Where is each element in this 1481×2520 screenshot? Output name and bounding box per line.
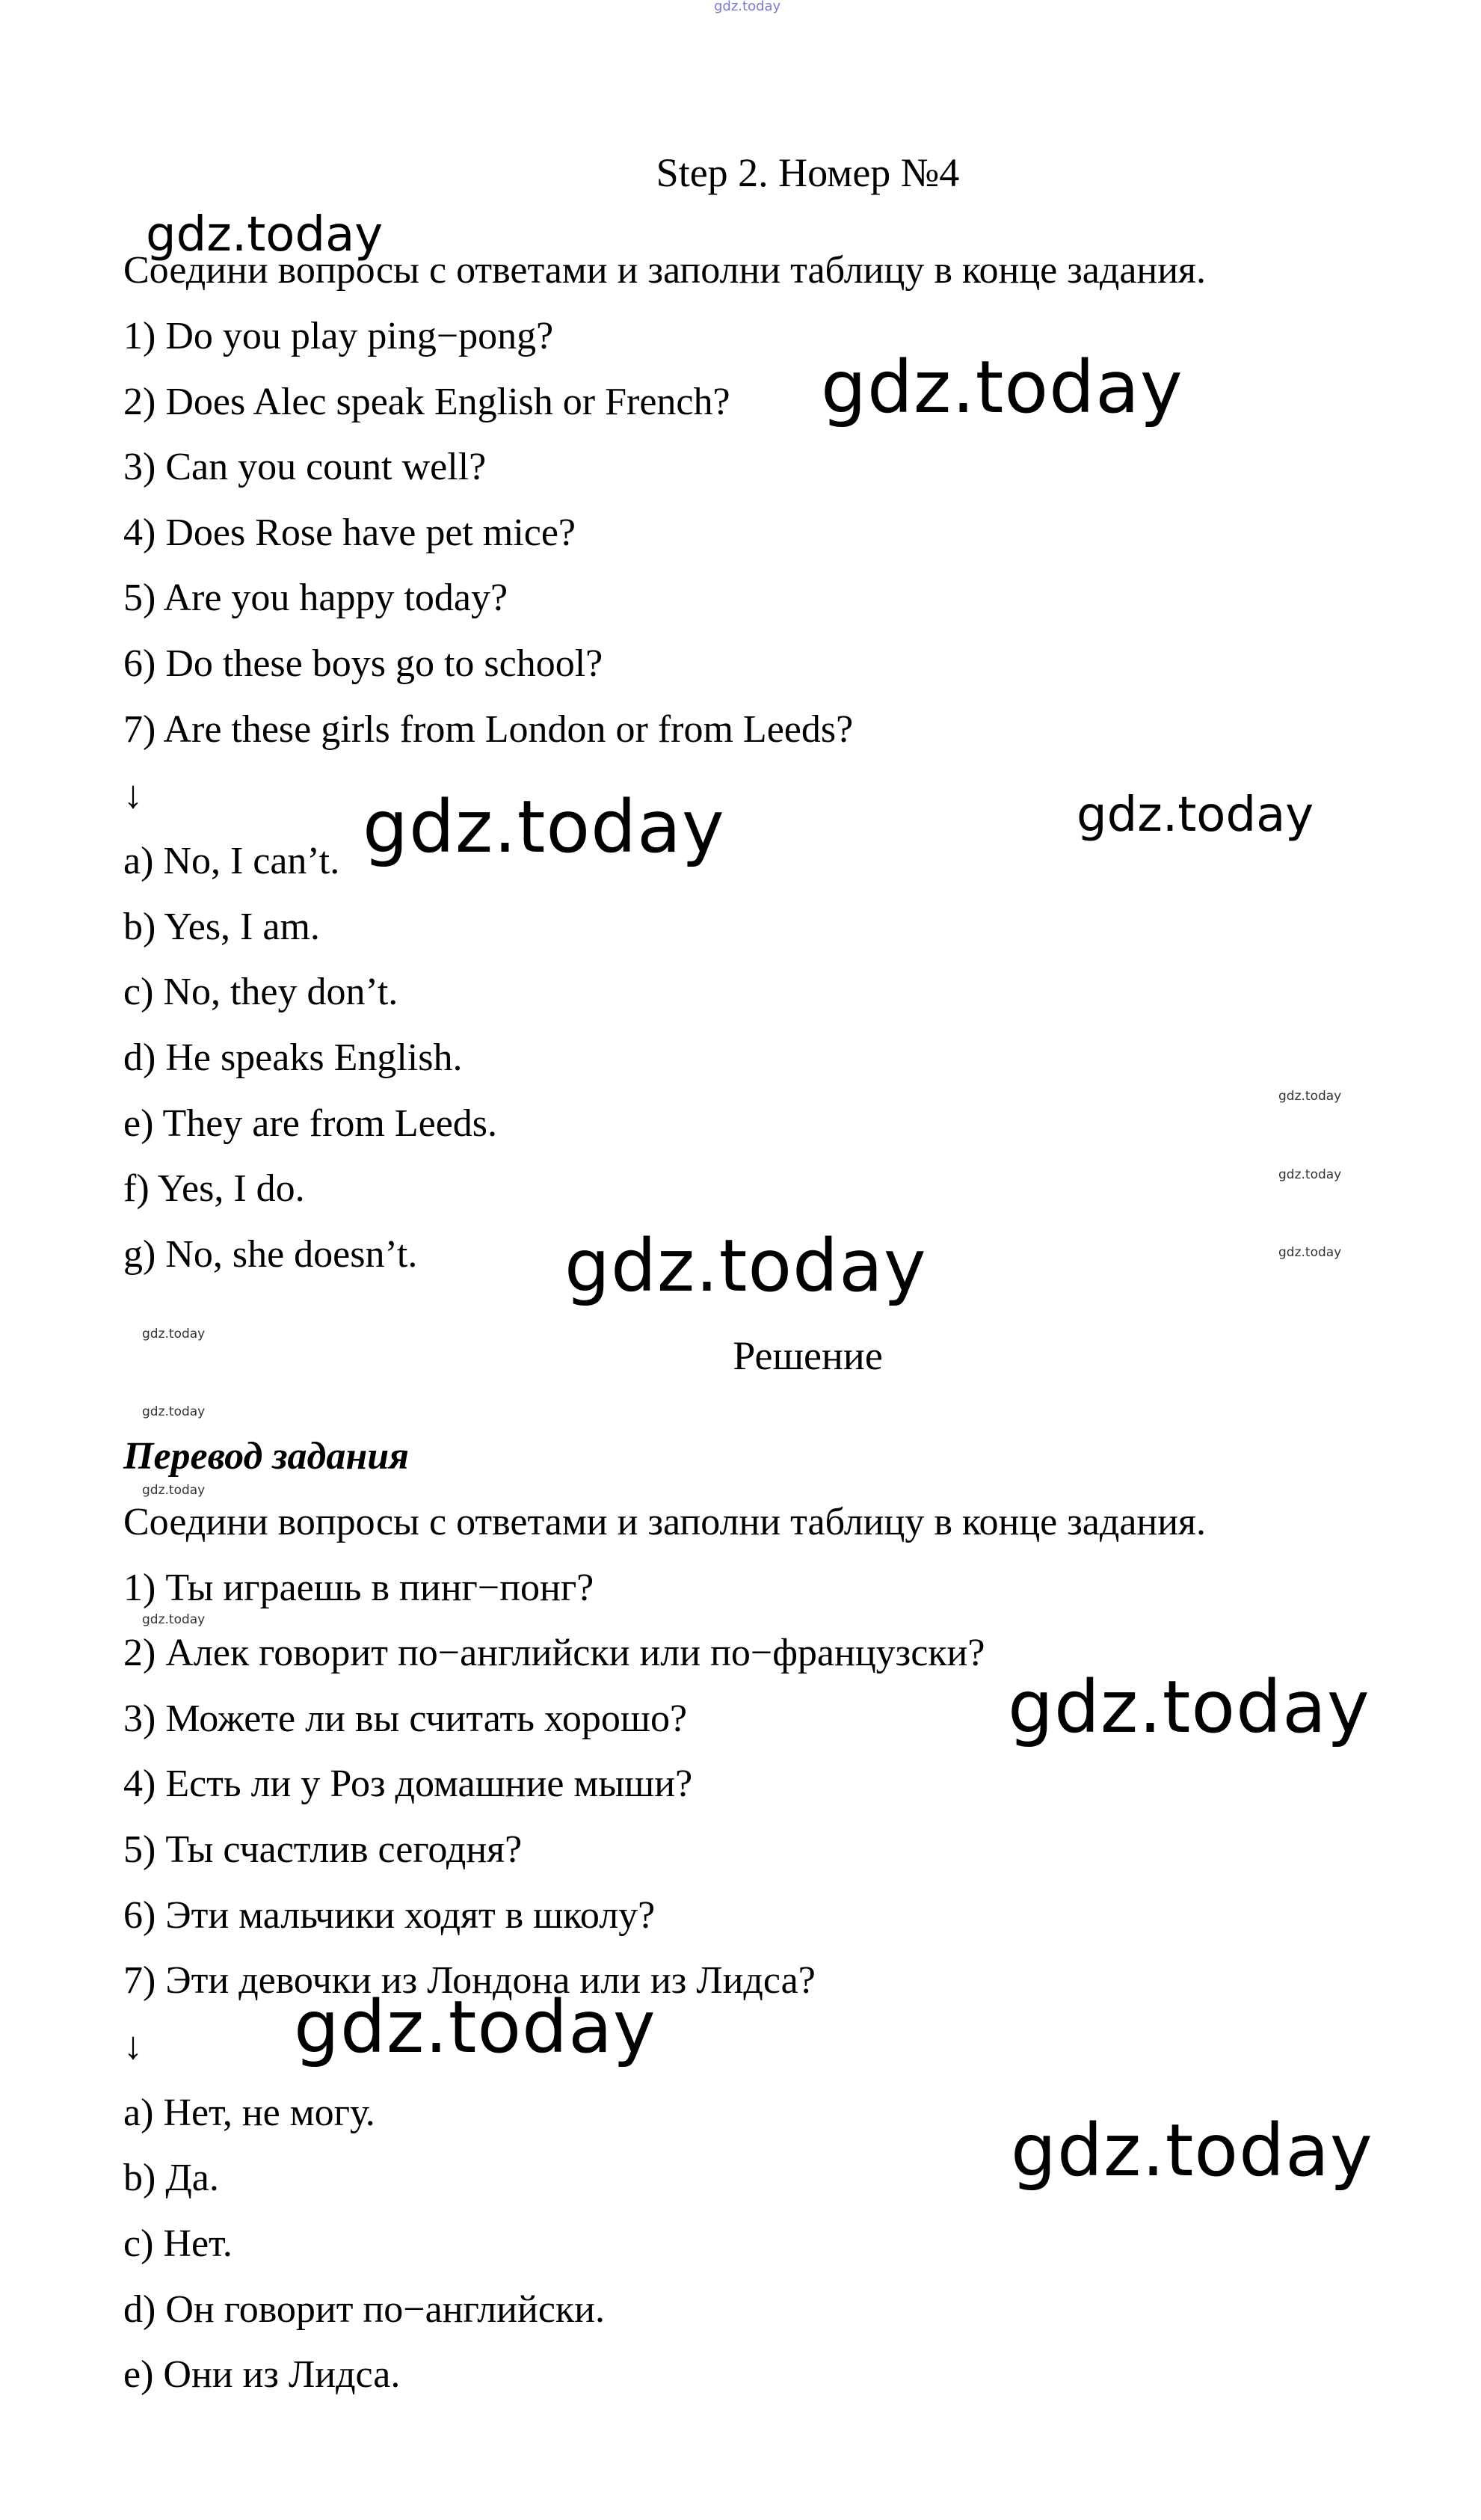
task-instruction: Соедини вопросы с ответами и заполни таблицу в конце задания. bbox=[123, 249, 1206, 292]
watermark: gdz.today bbox=[1011, 2109, 1373, 2192]
watermark: gdz.today bbox=[564, 1224, 927, 1308]
answer-item: c) No, they don’t. bbox=[123, 971, 398, 1013]
translation-instruction: Соедини вопросы с ответами и заполни таблицу в конце задания. bbox=[123, 1501, 1206, 1543]
translated-answer-item: d) Он говорит по−английски. bbox=[123, 2288, 606, 2331]
watermark: gdz.today bbox=[1278, 1245, 1342, 1260]
translated-question-item: 6) Эти мальчики ходят в школу? bbox=[123, 1894, 656, 1937]
question-item: 2) Does Alec speak English or French? bbox=[123, 381, 730, 423]
answer-item: d) He speaks English. bbox=[123, 1036, 463, 1079]
watermark: gdz.today bbox=[1278, 1089, 1342, 1104]
answer-item: a) No, I can’t. bbox=[123, 840, 340, 882]
question-item: 3) Can you count well? bbox=[123, 446, 487, 488]
translated-question-item: 4) Есть ли у Роз домашние мыши? bbox=[123, 1763, 693, 1805]
watermark: gdz.today bbox=[363, 785, 725, 869]
question-item: 1) Do you play ping−pong? bbox=[123, 315, 554, 357]
translated-answer-item: b) Да. bbox=[123, 2157, 219, 2199]
translated-answer-item: e) Они из Лидса. bbox=[123, 2353, 401, 2396]
down-arrow-icon: ↓ bbox=[123, 774, 143, 817]
watermark: gdz.today bbox=[142, 1483, 206, 1498]
translated-answer-item: c) Нет. bbox=[123, 2222, 233, 2265]
translated-question-item: 1) Ты играешь в пинг−понг? bbox=[123, 1567, 594, 1609]
question-item: 7) Are these girls from London or from Leeds? bbox=[123, 708, 854, 751]
answer-item: b) Yes, I am. bbox=[123, 906, 320, 948]
watermark: gdz.today bbox=[1077, 787, 1314, 843]
watermark: gdz.today bbox=[1008, 1665, 1370, 1749]
watermark: gdz.today bbox=[1278, 1167, 1342, 1182]
answer-item: f) Yes, I do. bbox=[123, 1167, 305, 1210]
translated-question-item: 5) Ты счастлив сегодня? bbox=[123, 1828, 523, 1871]
watermark: gdz.today bbox=[142, 1327, 206, 1342]
watermark: gdz.today bbox=[146, 207, 384, 262]
translated-question-item: 2) Алек говорит по−английски или по−французски? bbox=[123, 1632, 985, 1674]
top-watermark: gdz.today bbox=[714, 0, 781, 14]
answer-item: g) No, she doesn’t. bbox=[123, 1233, 418, 1276]
translated-answer-item: a) Нет, не могу. bbox=[123, 2092, 375, 2134]
question-item: 6) Do these boys go to school? bbox=[123, 642, 603, 685]
translation-heading: Перевод задания bbox=[123, 1435, 409, 1478]
solution-heading: Решение bbox=[733, 1333, 883, 1378]
watermark: gdz.today bbox=[821, 345, 1183, 429]
page-title: Step 2. Номер №4 bbox=[656, 150, 960, 195]
down-arrow-icon: ↓ bbox=[123, 2025, 143, 2068]
watermark: gdz.today bbox=[142, 1404, 206, 1419]
translated-question-item: 7) Эти девочки из Лондона или из Лидса? bbox=[123, 1959, 816, 2002]
translated-question-item: 3) Можете ли вы считать хорошо? bbox=[123, 1697, 688, 1740]
watermark: gdz.today bbox=[142, 1612, 206, 1627]
question-item: 4) Does Rose have pet mice? bbox=[123, 511, 576, 554]
answer-item: e) They are from Leeds. bbox=[123, 1102, 498, 1145]
question-item: 5) Are you happy today? bbox=[123, 577, 508, 619]
watermark: gdz.today bbox=[294, 1985, 656, 2069]
